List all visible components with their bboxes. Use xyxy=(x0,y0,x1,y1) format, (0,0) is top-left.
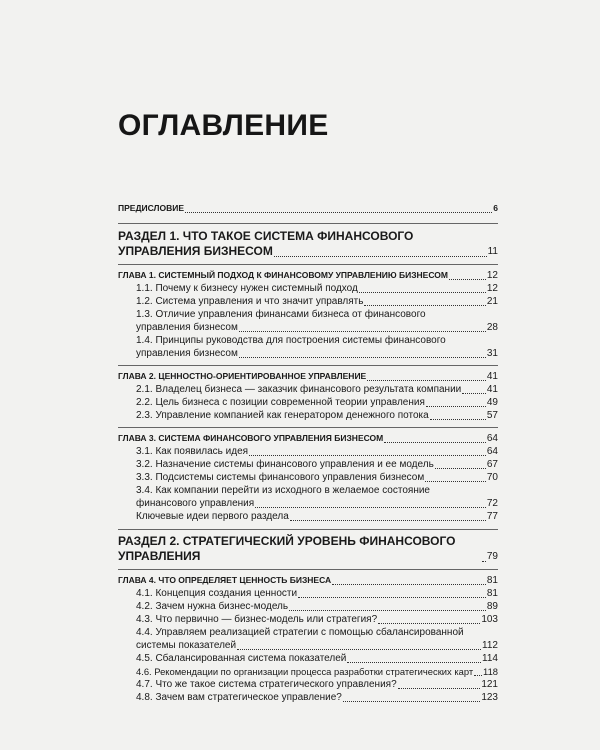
toc-entry[interactable] xyxy=(118,665,498,678)
toc-label: 4.5. Сбалансированная система показателей xyxy=(136,653,347,664)
toc-page-number: 12 xyxy=(486,283,498,294)
toc-entry[interactable] xyxy=(118,678,498,691)
toc-page-number: 112 xyxy=(482,640,498,651)
leader-dots xyxy=(249,455,486,456)
toc-entry[interactable] xyxy=(118,282,498,295)
toc-entry[interactable] xyxy=(118,484,498,510)
toc-label: 4.8. Зачем вам стратегическое управление? xyxy=(136,692,342,703)
toc-label: 4.1. Концепция создания ценности xyxy=(136,588,298,599)
toc-entry[interactable] xyxy=(118,383,498,396)
toc-entry-chapter-4[interactable] xyxy=(118,574,498,587)
toc-label: 1.2. Система управления и что значит управлять xyxy=(136,296,364,307)
leader-dots xyxy=(255,507,486,508)
toc-page-number: 41 xyxy=(486,384,498,395)
toc-page-number: 64 xyxy=(486,446,498,457)
toc-page-number: 49 xyxy=(486,397,498,408)
toc-label: управления бизнесом xyxy=(136,348,238,359)
toc-label: 1.3. Отличие управления финансами бизнеса от финансового xyxy=(136,309,426,320)
toc-entry[interactable] xyxy=(118,600,498,613)
toc-label: 2.2. Цель бизнеса с позиции современной теории управления xyxy=(136,397,425,408)
leader-dots xyxy=(239,357,486,358)
toc-label: 1.1. Почему к бизнесу нужен системный подход xyxy=(136,283,358,294)
toc-entry[interactable] xyxy=(118,613,498,626)
leader-dots xyxy=(347,662,481,663)
leader-dots xyxy=(185,212,492,213)
toc-page-number: 11 xyxy=(487,246,498,257)
leader-dots xyxy=(398,688,481,689)
leader-dots xyxy=(359,292,486,293)
toc-entry-section-1[interactable] xyxy=(118,229,498,259)
leader-dots xyxy=(239,331,486,332)
toc-entry-chapter-3[interactable] xyxy=(118,432,498,445)
toc-label: 3.4. Как компании перейти из исходного в желаемое состояние xyxy=(136,485,430,496)
toc-entry[interactable] xyxy=(118,308,498,334)
toc-page-number: 123 xyxy=(481,692,498,703)
leader-dots xyxy=(378,623,480,624)
toc-label: 4.3. Что первично — бизнес-модель или стратегия? xyxy=(136,614,378,625)
toc-entry-chapter-1[interactable] xyxy=(118,269,498,282)
leader-dots xyxy=(290,520,486,521)
leader-dots xyxy=(367,380,486,381)
toc-label: 3.3. Подсистемы системы финансового управления бизнесом xyxy=(136,472,425,483)
toc-entry-key-ideas[interactable] xyxy=(118,510,498,523)
page-title: ОГЛАВЛЕНИЕ xyxy=(118,109,329,142)
toc-page-number: 89 xyxy=(486,601,498,612)
toc-label: 4.4. Управляем реализацией стратегии с помощью сбалансированной xyxy=(136,627,464,638)
toc-page-number: 6 xyxy=(493,203,498,213)
toc-label: ГЛАВА 4. ЧТО ОПРЕДЕЛЯЕТ ЦЕННОСТЬ БИЗНЕСА xyxy=(118,575,332,585)
toc-label: РАЗДЕЛ 2. СТРАТЕГИЧЕСКИЙ УРОВЕНЬ ФИНАНСОВОГО УПРАВЛЕНИЯ xyxy=(118,534,456,563)
toc-entry[interactable] xyxy=(118,396,498,409)
leader-dots xyxy=(289,610,486,611)
toc-label: 2.1. Владелец бизнеса — заказчик финансового результата компании xyxy=(136,384,462,395)
leader-dots xyxy=(435,468,486,469)
toc-label: ПРЕДИСЛОВИЕ xyxy=(118,203,185,213)
toc-page-number: 72 xyxy=(486,498,498,509)
toc-page-number: 64 xyxy=(486,433,498,444)
toc-entry[interactable] xyxy=(118,587,498,600)
toc-entry[interactable] xyxy=(118,471,498,484)
leader-dots xyxy=(298,597,486,598)
table-of-contents xyxy=(118,196,498,704)
leader-dots xyxy=(332,584,486,585)
toc-label: УПРАВЛЕНИЯ БИЗНЕСОМ xyxy=(118,244,273,258)
toc-page-number: 70 xyxy=(486,472,498,483)
toc-page-number: 41 xyxy=(486,371,498,382)
toc-page-number: 121 xyxy=(481,679,498,690)
leader-dots xyxy=(364,305,485,306)
leader-dots xyxy=(430,419,486,420)
toc-entry[interactable] xyxy=(118,458,498,471)
leader-dots xyxy=(343,701,480,702)
toc-label: 1.4. Принципы руководства для построения системы финансового xyxy=(136,335,446,346)
toc-label: управления бизнесом xyxy=(136,322,238,333)
toc-label: 4.7. Что же такое система стратегического управления? xyxy=(136,679,397,690)
toc-page-number: 28 xyxy=(486,322,498,333)
toc-label: 4.2. Зачем нужна бизнес-модель xyxy=(136,601,289,612)
toc-page-number: 81 xyxy=(486,575,498,586)
toc-entry-preface[interactable] xyxy=(118,202,498,215)
toc-entry[interactable] xyxy=(118,652,498,665)
toc-page-number: 31 xyxy=(486,348,498,359)
toc-page-number: 12 xyxy=(486,270,498,281)
leader-dots xyxy=(425,481,486,482)
toc-label: РАЗДЕЛ 1. ЧТО ТАКОЕ СИСТЕМА ФИНАНСОВОГО xyxy=(118,229,414,243)
toc-entry[interactable] xyxy=(118,626,498,652)
toc-entry-section-2[interactable] xyxy=(118,534,498,564)
leader-dots xyxy=(482,561,486,562)
toc-page-number: 79 xyxy=(486,551,498,562)
leader-dots xyxy=(449,279,486,280)
toc-label: ГЛАВА 2. ЦЕННОСТНО-ОРИЕНТИРОВАННОЕ УПРАВЛЕНИЕ xyxy=(118,371,367,381)
toc-entry[interactable] xyxy=(118,409,498,422)
toc-label: 3.2. Назначение системы финансового управления и ее модель xyxy=(136,459,434,470)
leader-dots xyxy=(384,442,486,443)
toc-label: 3.1. Как появилась идея xyxy=(136,446,249,457)
toc-page-number: 77 xyxy=(486,511,498,522)
toc-entry[interactable] xyxy=(118,334,498,360)
leader-dots xyxy=(237,649,481,650)
leader-dots xyxy=(274,256,487,257)
leader-dots xyxy=(474,675,482,676)
toc-entry[interactable] xyxy=(118,295,498,308)
toc-page-number: 81 xyxy=(486,588,498,599)
toc-entry[interactable] xyxy=(118,691,498,704)
toc-label: 4.6. Рекомендации по организации процесса разработки стратегических карт xyxy=(136,666,474,677)
toc-page-number: 114 xyxy=(482,653,498,664)
toc-label: Ключевые идеи первого раздела xyxy=(136,511,289,522)
toc-label: ГЛАВА 1. СИСТЕМНЫЙ ПОДХОД К ФИНАНСОВОМУ УПРАВЛЕНИЮ БИЗНЕСОМ xyxy=(118,270,448,280)
toc-page-number: 118 xyxy=(483,666,498,677)
toc-page-number: 103 xyxy=(481,614,498,625)
toc-page-number: 67 xyxy=(486,459,498,470)
toc-entry-chapter-2[interactable] xyxy=(118,370,498,383)
toc-label: 2.3. Управление компанией как генератором денежного потока xyxy=(136,410,429,421)
toc-page-number: 21 xyxy=(486,296,498,307)
toc-label: финансового управления xyxy=(136,498,255,509)
toc-entry[interactable] xyxy=(118,445,498,458)
leader-dots xyxy=(462,393,486,394)
toc-label: системы показателей xyxy=(136,640,237,651)
toc-label: ГЛАВА 3. СИСТЕМА ФИНАНСОВОГО УПРАВЛЕНИЯ БИЗНЕСОМ xyxy=(118,433,384,443)
leader-dots xyxy=(426,406,486,407)
toc-page-number: 57 xyxy=(486,410,498,421)
